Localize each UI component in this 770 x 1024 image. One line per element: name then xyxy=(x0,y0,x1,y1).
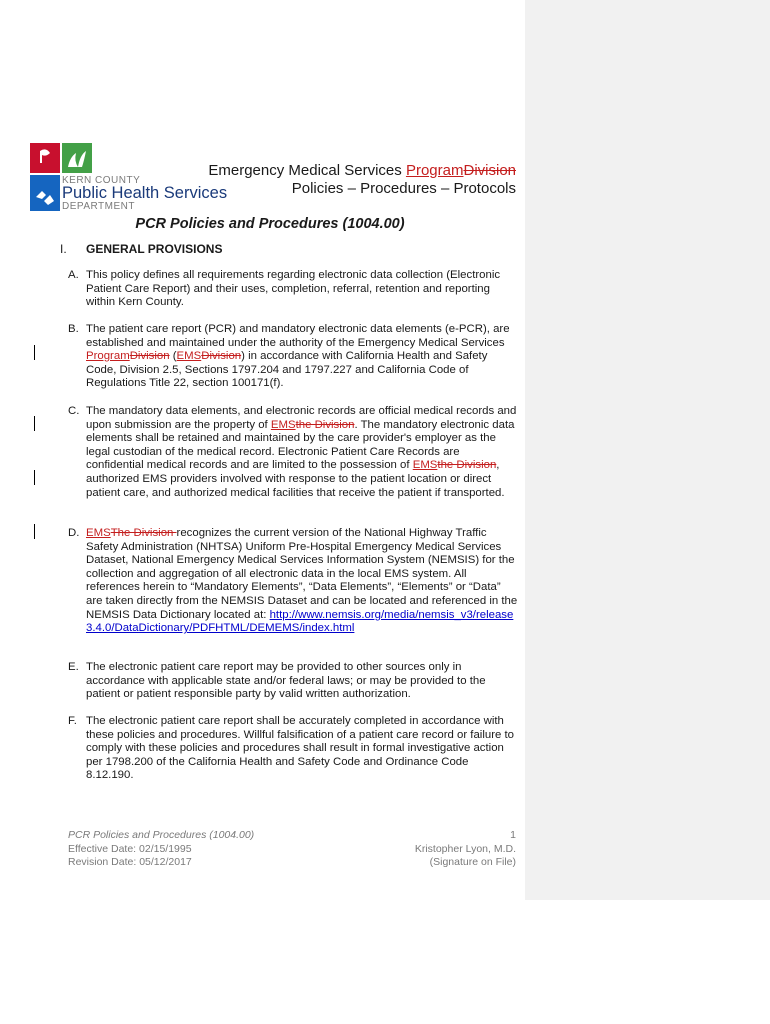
footer-signer: Kristopher Lyon, M.D. xyxy=(414,842,516,855)
section-number: I. xyxy=(60,242,67,256)
logo-line1: KERN COUNTY xyxy=(62,175,141,186)
header-inserted: Program xyxy=(405,162,464,179)
document-title: PCR Policies and Procedures (1004.00) xyxy=(135,216,405,232)
paragraph-b: B. The patient care report (PCR) and mandatory electronic data elements (e-PCR), are established and maintained under the authority of the Emergency Medical Services ProgramDivision (EMSDivision) in accordance with California Health and Safety Code, Division 2.5, Sections 1797.204 and 1797.227 and California Code of Regulations Title 22, section 100171(f). xyxy=(68,323,510,390)
logo-line3: DEPARTMENT xyxy=(62,201,135,212)
footer-right xyxy=(360,829,516,870)
header-line2: Policies – Procedures – Protocols xyxy=(291,180,516,197)
comment-margin xyxy=(525,0,770,900)
footer-left xyxy=(68,829,254,870)
paragraph-c: C. The mandatory data elements, and electronic records are official medical records and upon submission are the property of EMSthe Division. The mandatory electronic data elements shall be retained and maintained by the care provider's employer as the legal custodian of the medical record. Electronic Patient Care Records are confidential medical records and are limited to the possession of EMSthe Division, authorized EMS providers involved with response to the patient location or direct patient care, and authorized medical facilities that receive the patient if transported. xyxy=(68,405,517,499)
header-deleted: Division xyxy=(463,162,516,179)
change-bar xyxy=(34,470,35,485)
paragraph-d: D. EMSThe Division recognizes the current version of the National Highway Traffic Safety Administration (NHTSA) Uniform Pre-Hospital Emergency Medical Services Dataset, National Emergency Medical Services Information System (NEMSIS) for the collection and aggregation of all electronic data in the local EMS system. All references herein to “Mandatory Elements”, “Data Elements”, “Elements” or “Data” are taken directly from the NEMSIS Dataset and can be located and referenced in the NEMSIS Data Dictionary located at: http://www.nemsis.org/media/nemsis_v3/release3.4.0/DataDictionary/PDFHTML/DEMEMS/index.html xyxy=(68,527,518,635)
footer-revision-date: Revision Date: 05/12/2017 xyxy=(68,856,192,868)
change-bar xyxy=(34,345,35,360)
footer-signature: (Signature on File) xyxy=(429,856,516,868)
footer-effective-date: Effective Date: 02/15/1995 xyxy=(68,842,192,855)
change-bar xyxy=(34,416,35,431)
logo-green-square xyxy=(62,143,92,173)
logo-blue-square xyxy=(30,175,60,211)
paragraph-f: F. The electronic patient care report shall be accurately completed in accordance with these policies and procedures. Willful falsification of a patient care record or failure to comply with these policies and procedures shall result in formal investigative action per 1798.200 of the California Health and Safety Code and Ordinance Code 8.12.190. xyxy=(68,715,514,782)
logo-red-square xyxy=(30,143,60,173)
section-title: GENERAL PROVISIONS xyxy=(86,242,223,256)
footer-title: PCR Policies and Procedures (1004.00) xyxy=(68,829,255,841)
page-number: 1 xyxy=(510,829,516,841)
nemsis-link[interactable]: http://www.nemsis.org/media/nemsis_v3/release3.4.0/DataDictionary/PDFHTML/DEMEMS/index.html xyxy=(86,608,514,635)
kern-county-logo xyxy=(30,143,228,212)
header-line1: Emergency Medical Services ProgramDivision xyxy=(208,162,516,179)
logo-line2: Public Health Services xyxy=(62,184,228,202)
paragraph-e: E. The electronic patient care report may be provided to other sources only in accordance with applicable state and/or federal laws; or may be provided to the patient or patient responsible party by valid written authorization. xyxy=(68,661,486,701)
paragraph-a: A. This policy defines all requirements regarding electronic data collection (Electronic Patient Care Report) and their uses, completion, referral, retention and reporting within Kern County. xyxy=(68,269,501,309)
change-bar xyxy=(34,524,35,539)
